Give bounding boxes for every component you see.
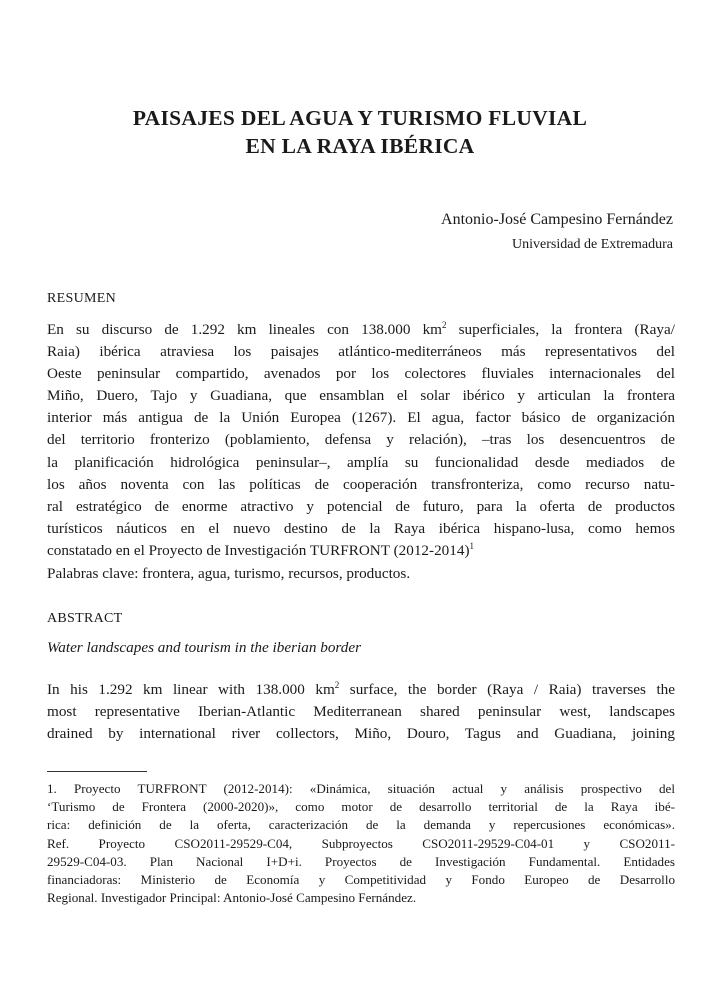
- superscript: 2: [441, 319, 447, 330]
- footnote-line: 29529-C04-03. Plan Nacional I+D+i. Proyectos de Investigación Fundamental. Entidades: [47, 853, 675, 869]
- resumen-line: interior más antigua de la Unión Europea (1267). El agua, factor básico de organización: [47, 409, 675, 427]
- title-line-2: EN LA RAYA IBÉRICA: [245, 134, 475, 158]
- abstract-subtitle: Water landscapes and tourism in the iberian border: [47, 639, 362, 656]
- footnote-ref: 1: [469, 540, 474, 551]
- footnote-line: financiadoras: Ministerio de Economía y Competitividad y Fondo Europeo de Desarrollo: [47, 872, 675, 888]
- resumen-line: [47, 319, 675, 341]
- footnote-separator: [47, 771, 147, 772]
- footnote-line: Ref. Proyecto CSO2011-29529-C04, Subproyectos CSO2011-29529-C04-01 y CSO2011-: [47, 835, 675, 851]
- resumen-line-1-tail: superficiales, la frontera (Raya/: [446, 321, 675, 338]
- footnote-line: Regional. Investigador Principal: Antonio-José Campesino Fernández.: [47, 890, 417, 906]
- abstract-line: drained by international river collectors, Miño, Douro, Tagus and Guadiana, joining: [47, 725, 675, 743]
- resumen-line: Raia) ibérica atraviesa los paisajes atlántico-mediterráneos más representativos del: [47, 343, 675, 361]
- resumen-line: los años noventa con las políticas de cooperación transfronteriza, como recurso natu-: [47, 475, 675, 493]
- title-line-1: PAISAJES DEL AGUA Y TURISMO FLUVIAL: [132, 106, 588, 130]
- resumen-line: la planificación hidrológica peninsular–, amplía su funcionalidad desde mediados de: [47, 453, 675, 471]
- paper-title: [0, 104, 720, 160]
- abstract-line-1-tail: surface, the border (Raya / Raia) traverses the: [339, 681, 675, 698]
- resumen-last-line: constatado en el Proyecto de Investigación TURFRONT (2012-2014): [47, 541, 470, 559]
- footnote: [47, 780, 675, 907]
- author-affiliation: Universidad de Extremadura: [512, 237, 673, 252]
- superscript: 2: [334, 679, 340, 690]
- footnote-line: rica: definición de la oferta, caracterización de la demanda y repercusiones económicas».: [47, 817, 675, 833]
- author-name: Antonio-José Campesino Fernández: [441, 211, 673, 228]
- resumen-line: ral estratégico de enorme atractivo y potencial de futuro, para la oferta de productos: [47, 497, 675, 515]
- resumen-line-1-head: En su discurso de 1.292 km lineales con 138.000 km: [47, 321, 442, 338]
- abstract-paragraph: [47, 679, 675, 745]
- abstract-line: [47, 679, 675, 701]
- resumen-line: turísticos náuticos en el nuevo destino de la Raya ibérica hispano-lusa, como hemos: [47, 519, 675, 537]
- footnote-line: ‘Turismo de Frontera (2000-2020)», como motor de desarrollo territorial de la Raya ibé-: [47, 799, 675, 815]
- abstract-line-1-head: In his 1.292 km linear with 138.000 km: [47, 681, 335, 698]
- abstract-line: most representative Iberian-Atlantic Mediterranean shared peninsular west, landscapes: [47, 703, 675, 721]
- keywords: Palabras clave: frontera, agua, turismo, recursos, productos.: [47, 565, 411, 582]
- resumen-line: Oeste peninsular compartido, avenados por los colectores fluviales internacionales del: [47, 365, 675, 383]
- resumen-line: del territorio fronterizo (poblamiento, defensa y relación), –tras los desencuentros de: [47, 431, 675, 449]
- resumen-paragraph: [47, 319, 675, 562]
- resumen-heading: RESUMEN: [47, 291, 116, 306]
- footnote-line: 1. Proyecto TURFRONT (2012-2014): «Dinámica, situación actual y análisis prospectivo del: [47, 781, 675, 796]
- resumen-line: [47, 540, 675, 562]
- resumen-line: Miño, Duero, Tajo y Guadiana, que ensamblan el solar ibérico y articulan la frontera: [47, 387, 675, 405]
- abstract-heading: ABSTRACT: [47, 611, 123, 626]
